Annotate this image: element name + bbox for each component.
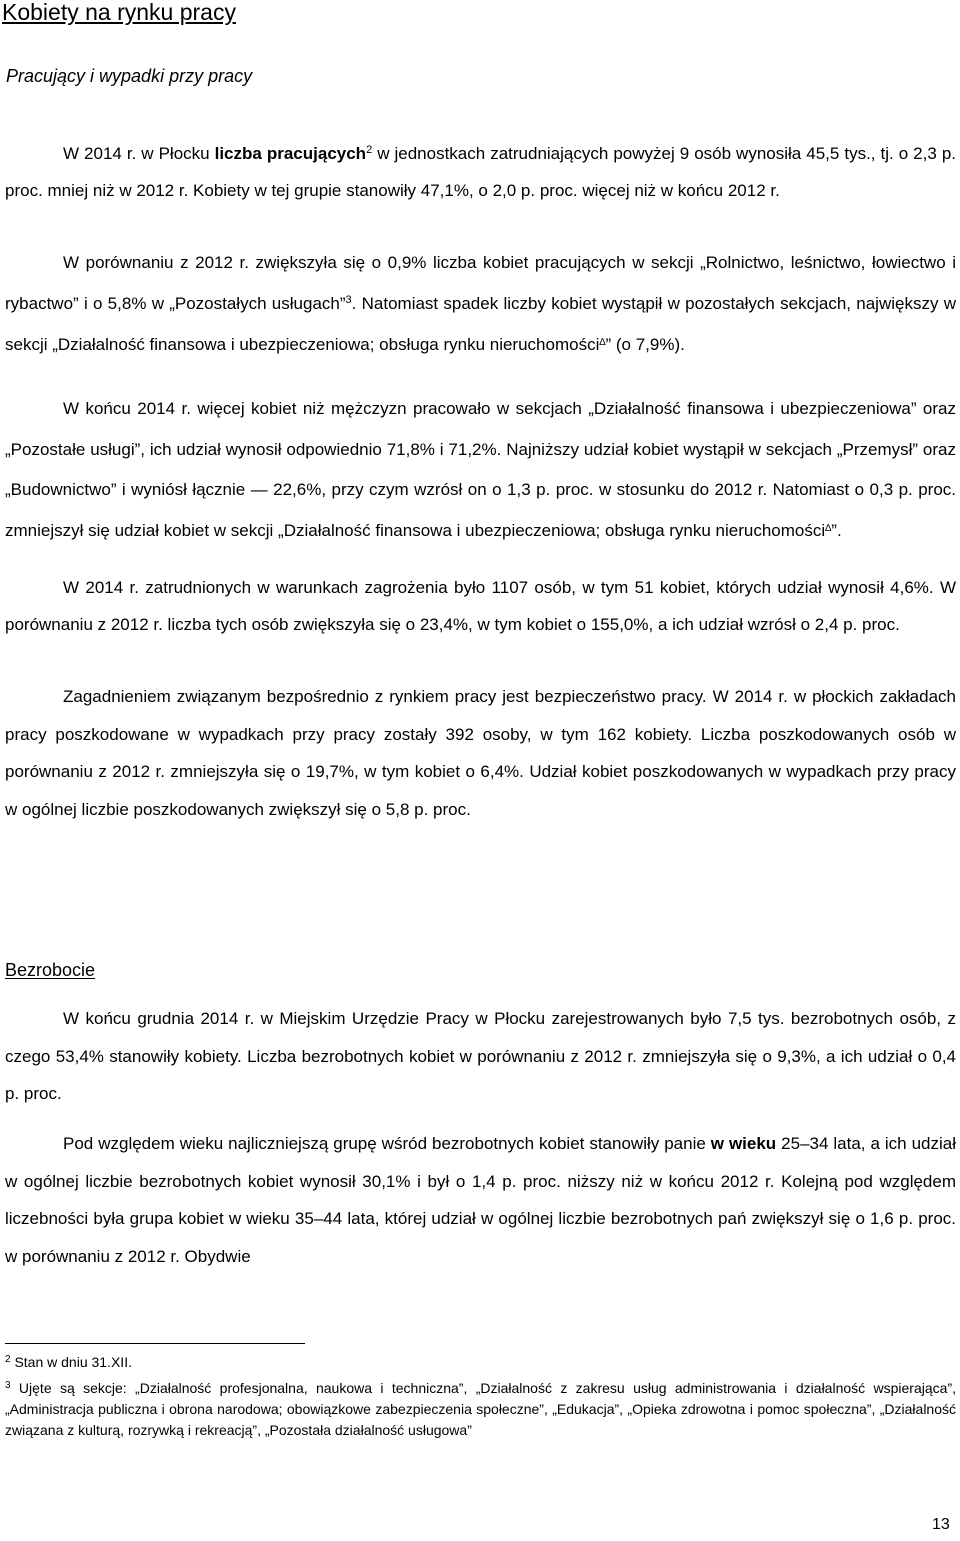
footnote-3 bbox=[5, 1378, 956, 1441]
paragraph-text: W 2014 r. w Płocku bbox=[63, 144, 215, 163]
page-number: 13 bbox=[932, 1516, 950, 1533]
paragraph-text: W końcu 2014 r. więcej kobiet niż mężczyzn pracowało w sekcjach „Działalność finansowa i ubezpieczeniowa” oraz „Pozostałe usługi”, ich udział wynosił odpowiednio 71,8% i 71,2%. Najniższy udział kobiet wystąpił w sekcjach „Przemysł” oraz „Budownictwo” i wyniósł łącznie — 22,6%, przy czym wzrósł on o 1,3 p. proc. w stosunku do 2012 r. Natomiast o 0,3 p. proc. zmniejszył się udział kobiet w sekcji „Działalność finansowa i ubezpieczeniowa; obsługa rynku nieruchomości bbox=[5, 399, 956, 540]
paragraph-text: 25–34 lata, a ich udział w ogólnej liczbie bezrobotnych kobiet wynosił 30,1% i był o 1,4 p. proc. niższy niż w końcu 2012 r. Kolejną pod względem liczebności była grupa kobiet w wieku 35–44 lata, której udział w ogólnej liczbie bezrobotnych pań zwiększył się o 1,6 p. proc. w porównaniu z 2012 r. Obydwie bbox=[5, 1134, 957, 1266]
footnote-number: 2 bbox=[5, 1354, 11, 1365]
footnote-ref: 2 bbox=[366, 144, 373, 156]
bold-term: liczba pracujących bbox=[214, 144, 367, 163]
delta-mark: ∆ bbox=[599, 337, 606, 348]
paragraph-text: w jednostkach zatrudniających powyżej 9 osób wynosiła 45,5 tys., tj. o 2,3 p. proc. mniej niż w 2012 r. Kobiety w tej grupie stanowiły 47,1%, o 2,0 p. proc. więcej niż w końcu 2012 r. bbox=[5, 144, 956, 200]
paragraph-hazardous-conditions: W 2014 r. zatrudnionych w warunkach zagrożenia było 1107 osób, w tym 51 kobiet, których udział wynosił 4,6%. W porównaniu z 2012 r. liczba tych osób zwiększyła się o 23,4%, w tym kobiet o 155,0%, a ich udział wzrósł o 2,4 p. proc. bbox=[5, 578, 956, 634]
footnote-text: Stan w dniu 31.XII. bbox=[10, 1354, 132, 1370]
page-title: Kobiety na rynku pracy bbox=[2, 0, 236, 25]
paragraph-sections-change bbox=[5, 242, 956, 365]
footnote-text: Ujęte są sekcje: „Działalność profesjonalna, naukowa i techniczna”, „Działalność z zakresu usług administrowania i działalność wspierająca”, „Administracja publiczna i obrona narodowa; obowiązkowe zabezpieczenia społeczne”, „Edukacja”, „Opieka zdrowotna i pomoc społeczna”, „Działalność związana z kulturą, rozrywką i rekreacją”, „Pozostała działalność usługowa” bbox=[5, 1380, 956, 1438]
paragraph-work-safety: Zagadnieniem związanym bezpośrednio z rynkiem pracy jest bezpieczeństwo pracy. W 2014 r. w płockich zakładach pracy poszkodowane w wypadkach przy pracy zostały 392 osoby, w tym 162 kobiety. Liczba poszkodowanych osób w porównaniu z 2012 r. zmniejszyła się o 19,7%, w tym kobiet o 6,4%. Udział kobiet poszkodowanych w wypadkach przy pracy w ogólnej liczbie poszkodowanych zwiększył się o 5,8 p. proc. bbox=[5, 687, 956, 819]
paragraph-text: W porównaniu z 2012 r. zwiększyła się o 0,9% liczba kobiet pracujących w sekcji „Rolnictwo, leśnictwo, łowiectwo i rybactwo” i o 5,8% w „Pozostałych usługach” bbox=[5, 253, 956, 313]
footnote-ref: 3 bbox=[345, 294, 352, 306]
bold-term: w wieku bbox=[710, 1134, 777, 1153]
paragraph-unemployed-count: W końcu grudnia 2014 r. w Miejskim Urzędzie Pracy w Płocku zarejestrowanych było 7,5 tys. bezrobotnych osób, z czego 53,4% stanowiły kobiety. Liczba bezrobotnych kobiet w porównaniu z 2012 r. zmniejszyła się o 9,3%, a ich udział o 0,4 p. proc. bbox=[5, 1009, 956, 1103]
footnote-number: 3 bbox=[5, 1380, 11, 1391]
section-title-unemployment: Bezrobocie bbox=[5, 960, 96, 980]
paragraph-employment bbox=[5, 136, 956, 209]
footnote-divider bbox=[5, 1343, 305, 1344]
subsection-title: Pracujący i wypadki przy pracy bbox=[6, 66, 253, 86]
paragraph-unemployed-age bbox=[5, 1125, 956, 1275]
paragraph-text: Pod względem wieku najliczniejszą grupę wśród bezrobotnych kobiet stanowiły panie bbox=[63, 1134, 711, 1153]
paragraph-text: . Natomiast spadek liczby kobiet wystąpił w pozostałych sekcjach, największy w sekcji „Działalność finansowa i ubezpieczeniowa; obsługa rynku nieruchomości bbox=[5, 294, 956, 354]
footnote-2 bbox=[5, 1352, 956, 1373]
paragraph-text: ”. bbox=[831, 520, 842, 540]
paragraph-women-share bbox=[5, 389, 956, 551]
paragraph-text: ” (o 7,9%). bbox=[605, 335, 685, 354]
delta-mark: ∆ bbox=[825, 522, 832, 534]
